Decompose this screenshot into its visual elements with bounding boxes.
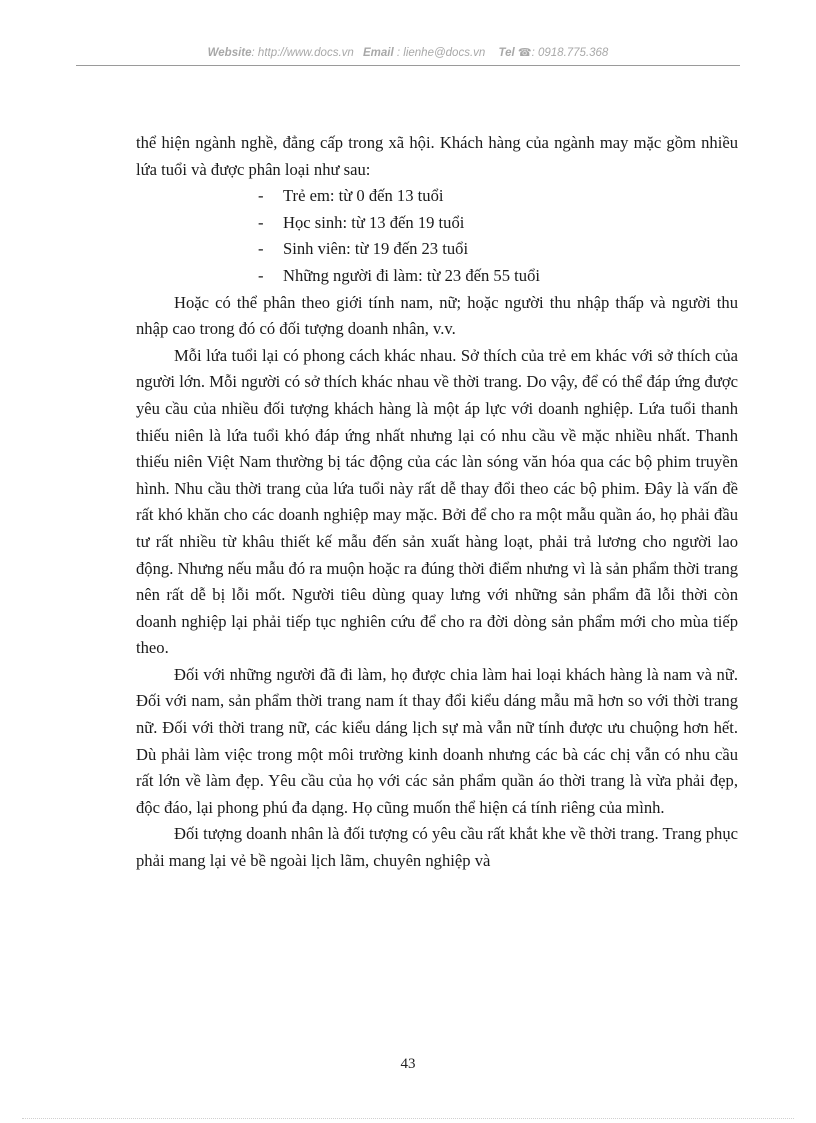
email-label: Email [363,47,394,59]
paragraph-5: Đối tượng doanh nhân là đối tượng có yêu cầu rất khắt khe về thời trang. Trang phục phải mang lại vẻ bề ngoài lịch lãm, chuyên nghiệp và [136,824,738,871]
website-url[interactable]: : http://www.docs.vn [251,47,354,59]
page-header [0,46,816,59]
paragraph-4: Đối với những người đã đi làm, họ được chia làm hai loại khách hàng là nam và nữ. Đối với nam, sản phẩm thời trang nam ít thay đổi kiểu dáng mẫu mã hơn so với thời trang nữ. Đối với thời trang nữ, các kiểu dáng lịch sự mà vẫn nữ tính được ưu chuộng hơn hết. Dù phải làm việc trong một môi trường kinh doanh nhưng các bà các chị vẫn có nhu cầu rất lớn về làm đẹp. Yêu cầu của họ với các sản phẩm quần áo thời trang là vừa phải đẹp, độc đáo, lại phong phú đa dạng. Họ cũng muốn thể hiện cá tính riêng của mình. [136,664,738,817]
phone-number: : 0918.775.368 [531,47,609,59]
document-body [136,130,738,875]
list-item: - Sinh viên: từ 19 đến 23 tuổi [258,239,469,259]
website-label: Website [207,47,252,59]
tel-label: Tel [498,47,515,59]
paragraph-2: Hoặc có thể phân theo giới tính nam, nữ; hoặc người thu nhập thấp và người thu nhập cao trong đó có đối tượng doanh nhân, v.v. [136,292,738,339]
list-item: - Trẻ em: từ 0 đến 13 tuổi [258,186,444,206]
footer-divider [22,1118,794,1119]
header-divider [76,65,740,66]
paragraph-1: thể hiện ngành nghề, đẳng cấp trong xã hội. Khách hàng của ngành may mặc gồm nhiều lứa tuổi và được phân loại như sau: [136,133,738,179]
list-item: - Học sinh: từ 13 đến 19 tuổi [258,212,465,232]
page-number: 43 [400,1056,416,1072]
paragraph-3: Mỗi lứa tuổi lại có phong cách khác nhau. Sở thích của trẻ em khác với sở thích của người lớn. Mỗi người có sở thích khác nhau về thời trang. Do vậy, để có thể đáp ứng được yêu cầu của nhiều đối tượng khách hàng là một áp lực với doanh nghiệp. Lứa tuổi thanh thiếu niên là lứa tuổi khó đáp ứng nhất nhưng lại có nhu cầu về mặc nhiều nhất. Thanh thiếu niên Việt Nam thường bị tác động của các làn sóng văn hóa qua các bộ phim truyền hình. Nhu cầu thời trang của lứa tuổi này rất dễ thay đổi theo các bộ phim. Đây là vấn đề rất khó khăn cho các doanh nghiệp may mặc. Bởi để cho ra một mẫu quần áo, họ phải đầu tư rất nhiều từ khâu thiết kế mẫu đến sản xuất hàng loạt, phải trả lương cho người lao động. Nhưng nếu mẫu đó ra muộn hoặc ra đúng thời điểm nhưng vì là sản phẩm thời trang nên rất dễ bị lỗi mốt. Người tiêu dùng quay lưng với những sản phẩm đã lỗi thời còn doanh nghiệp lại phải tiếp tục nghiên cứu để cho ra đời dòng sản phẩm mới cho mùa tiếp theo. [136,345,738,658]
phone-icon: ☎ [517,47,532,59]
email-address[interactable]: : lienhe@docs.vn [396,47,486,59]
list-item: - Những người đi làm: từ 23 đến 55 tuổi [258,265,540,285]
age-group-list [136,183,738,289]
